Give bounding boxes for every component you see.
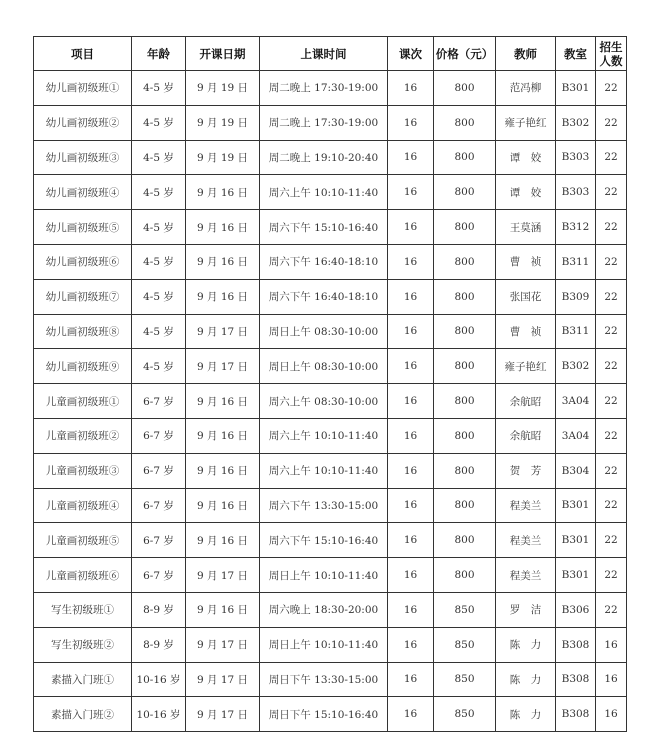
- enrollment-cell: 22: [596, 175, 627, 210]
- sessions-cell: 16: [388, 558, 434, 593]
- price-cell: 850: [434, 627, 496, 662]
- classroom-cell: B304: [556, 453, 596, 488]
- class-time-cell: 周六下午 15:10-16:40: [260, 210, 388, 245]
- classroom-cell: B312: [556, 210, 596, 245]
- price-cell: 850: [434, 697, 496, 732]
- price-cell: 800: [434, 105, 496, 140]
- class-time-cell: 周日下午 13:30-15:00: [260, 662, 388, 697]
- age-cell: 6-7 岁: [132, 488, 186, 523]
- price-cell: 800: [434, 488, 496, 523]
- sessions-cell: 16: [388, 140, 434, 175]
- classroom-cell: B302: [556, 349, 596, 384]
- age-cell: 4-5 岁: [132, 71, 186, 106]
- sessions-cell: 16: [388, 349, 434, 384]
- sessions-cell: 16: [388, 105, 434, 140]
- header-enrollment: 招生人数: [596, 37, 627, 71]
- class-time-cell: 周六晚上 18:30-20:00: [260, 592, 388, 627]
- sessions-cell: 16: [388, 279, 434, 314]
- teacher-cell: 陈 力: [496, 627, 556, 662]
- enrollment-cell: 22: [596, 244, 627, 279]
- start-date-cell: 9 月 16 日: [186, 418, 260, 453]
- start-date-cell: 9 月 17 日: [186, 697, 260, 732]
- sessions-cell: 16: [388, 697, 434, 732]
- header-start-date: 开课日期: [186, 37, 260, 71]
- project-cell: 幼儿画初级班①: [34, 71, 132, 106]
- class-time-cell: 周二晚上 17:30-19:00: [260, 105, 388, 140]
- age-cell: 4-5 岁: [132, 175, 186, 210]
- enrollment-cell: 22: [596, 314, 627, 349]
- header-project: 项目: [34, 37, 132, 71]
- project-cell: 儿童画初级班④: [34, 488, 132, 523]
- start-date-cell: 9 月 16 日: [186, 488, 260, 523]
- project-cell: 幼儿画初级班⑨: [34, 349, 132, 384]
- enrollment-cell: 22: [596, 592, 627, 627]
- sessions-cell: 16: [388, 244, 434, 279]
- class-time-cell: 周六上午 10:10-11:40: [260, 453, 388, 488]
- enrollment-cell: 16: [596, 697, 627, 732]
- project-cell: 儿童画初级班①: [34, 384, 132, 419]
- table-row: [34, 627, 627, 662]
- age-cell: 10-16 岁: [132, 697, 186, 732]
- classroom-cell: B311: [556, 244, 596, 279]
- start-date-cell: 9 月 16 日: [186, 244, 260, 279]
- teacher-cell: 谭 姣: [496, 140, 556, 175]
- start-date-cell: 9 月 17 日: [186, 314, 260, 349]
- price-cell: 800: [434, 279, 496, 314]
- classroom-cell: B301: [556, 523, 596, 558]
- enrollment-cell: 22: [596, 384, 627, 419]
- table-row: [34, 71, 627, 106]
- classroom-cell: B303: [556, 175, 596, 210]
- enrollment-cell: 22: [596, 558, 627, 593]
- enrollment-cell: 16: [596, 627, 627, 662]
- age-cell: 4-5 岁: [132, 210, 186, 245]
- project-cell: 写生初级班②: [34, 627, 132, 662]
- table-row: [34, 662, 627, 697]
- age-cell: 6-7 岁: [132, 384, 186, 419]
- header-class-time: 上课时间: [260, 37, 388, 71]
- sessions-cell: 16: [388, 488, 434, 523]
- header-sessions: 课次: [388, 37, 434, 71]
- teacher-cell: 曹 祯: [496, 244, 556, 279]
- sessions-cell: 16: [388, 592, 434, 627]
- table-row: [34, 140, 627, 175]
- enrollment-cell: 22: [596, 140, 627, 175]
- start-date-cell: 9 月 16 日: [186, 523, 260, 558]
- enrollment-cell: 22: [596, 105, 627, 140]
- sessions-cell: 16: [388, 662, 434, 697]
- teacher-cell: 余航昭: [496, 384, 556, 419]
- price-cell: 800: [434, 140, 496, 175]
- classroom-cell: B301: [556, 71, 596, 106]
- classroom-cell: 3A04: [556, 418, 596, 453]
- start-date-cell: 9 月 16 日: [186, 279, 260, 314]
- start-date-cell: 9 月 16 日: [186, 175, 260, 210]
- teacher-cell: 谭 姣: [496, 175, 556, 210]
- class-time-cell: 周六下午 13:30-15:00: [260, 488, 388, 523]
- price-cell: 800: [434, 175, 496, 210]
- teacher-cell: 程美兰: [496, 558, 556, 593]
- teacher-cell: 雍子艳红: [496, 105, 556, 140]
- teacher-cell: 余航昭: [496, 418, 556, 453]
- start-date-cell: 9 月 17 日: [186, 558, 260, 593]
- age-cell: 6-7 岁: [132, 453, 186, 488]
- table-row: [34, 697, 627, 732]
- start-date-cell: 9 月 16 日: [186, 210, 260, 245]
- project-cell: 儿童画初级班②: [34, 418, 132, 453]
- age-cell: 10-16 岁: [132, 662, 186, 697]
- age-cell: 4-5 岁: [132, 349, 186, 384]
- header-row: [34, 37, 627, 71]
- enrollment-cell: 22: [596, 418, 627, 453]
- classroom-cell: B301: [556, 558, 596, 593]
- price-cell: 800: [434, 210, 496, 245]
- project-cell: 儿童画初级班⑤: [34, 523, 132, 558]
- teacher-cell: 曹 祯: [496, 314, 556, 349]
- class-time-cell: 周日上午 10:10-11:40: [260, 558, 388, 593]
- project-cell: 幼儿画初级班⑤: [34, 210, 132, 245]
- start-date-cell: 9 月 17 日: [186, 662, 260, 697]
- start-date-cell: 9 月 17 日: [186, 349, 260, 384]
- enrollment-cell: 16: [596, 662, 627, 697]
- class-time-cell: 周六下午 16:40-18:10: [260, 244, 388, 279]
- sessions-cell: 16: [388, 418, 434, 453]
- table-row: [34, 523, 627, 558]
- project-cell: 写生初级班①: [34, 592, 132, 627]
- class-time-cell: 周六上午 08:30-10:00: [260, 384, 388, 419]
- enrollment-cell: 22: [596, 349, 627, 384]
- classroom-cell: B306: [556, 592, 596, 627]
- teacher-cell: 罗 洁: [496, 592, 556, 627]
- price-cell: 800: [434, 384, 496, 419]
- sessions-cell: 16: [388, 523, 434, 558]
- price-cell: 800: [434, 244, 496, 279]
- class-time-cell: 周日上午 08:30-10:00: [260, 314, 388, 349]
- enrollment-cell: 22: [596, 453, 627, 488]
- table-row: [34, 175, 627, 210]
- start-date-cell: 9 月 19 日: [186, 140, 260, 175]
- header-age: 年龄: [132, 37, 186, 71]
- price-cell: 800: [434, 314, 496, 349]
- sessions-cell: 16: [388, 627, 434, 662]
- start-date-cell: 9 月 16 日: [186, 453, 260, 488]
- project-cell: 幼儿画初级班⑥: [34, 244, 132, 279]
- table-row: [34, 592, 627, 627]
- project-cell: 幼儿画初级班②: [34, 105, 132, 140]
- course-schedule-table: [33, 36, 627, 732]
- start-date-cell: 9 月 16 日: [186, 384, 260, 419]
- price-cell: 800: [434, 558, 496, 593]
- price-cell: 800: [434, 523, 496, 558]
- teacher-cell: 张国花: [496, 279, 556, 314]
- class-time-cell: 周六上午 10:10-11:40: [260, 175, 388, 210]
- table-row: [34, 453, 627, 488]
- classroom-cell: 3A04: [556, 384, 596, 419]
- classroom-cell: B303: [556, 140, 596, 175]
- price-cell: 800: [434, 453, 496, 488]
- price-cell: 800: [434, 349, 496, 384]
- age-cell: 4-5 岁: [132, 140, 186, 175]
- classroom-cell: B302: [556, 105, 596, 140]
- project-cell: 幼儿画初级班⑦: [34, 279, 132, 314]
- teacher-cell: 范冯柳: [496, 71, 556, 106]
- classroom-cell: B308: [556, 697, 596, 732]
- teacher-cell: 王莫涵: [496, 210, 556, 245]
- enrollment-cell: 22: [596, 71, 627, 106]
- teacher-cell: 程美兰: [496, 488, 556, 523]
- start-date-cell: 9 月 16 日: [186, 592, 260, 627]
- project-cell: 儿童画初级班⑥: [34, 558, 132, 593]
- class-time-cell: 周日下午 15:10-16:40: [260, 697, 388, 732]
- class-time-cell: 周二晚上 19:10-20:40: [260, 140, 388, 175]
- enrollment-cell: 22: [596, 488, 627, 523]
- age-cell: 4-5 岁: [132, 314, 186, 349]
- header-price: 价格（元）: [434, 37, 496, 71]
- header-teacher: 教师: [496, 37, 556, 71]
- class-time-cell: 周六下午 16:40-18:10: [260, 279, 388, 314]
- table-row: [34, 558, 627, 593]
- class-time-cell: 周六下午 15:10-16:40: [260, 523, 388, 558]
- table-row: [34, 488, 627, 523]
- project-cell: 幼儿画初级班④: [34, 175, 132, 210]
- sessions-cell: 16: [388, 175, 434, 210]
- project-cell: 儿童画初级班③: [34, 453, 132, 488]
- classroom-cell: B308: [556, 662, 596, 697]
- classroom-cell: B311: [556, 314, 596, 349]
- classroom-cell: B301: [556, 488, 596, 523]
- header-classroom: 教室: [556, 37, 596, 71]
- age-cell: 6-7 岁: [132, 418, 186, 453]
- table-row: [34, 105, 627, 140]
- age-cell: 4-5 岁: [132, 279, 186, 314]
- start-date-cell: 9 月 19 日: [186, 71, 260, 106]
- teacher-cell: 程美兰: [496, 523, 556, 558]
- table-row: [34, 384, 627, 419]
- age-cell: 4-5 岁: [132, 105, 186, 140]
- table-row: [34, 314, 627, 349]
- price-cell: 800: [434, 418, 496, 453]
- sessions-cell: 16: [388, 210, 434, 245]
- table-body: [34, 71, 627, 732]
- enrollment-cell: 22: [596, 279, 627, 314]
- sessions-cell: 16: [388, 71, 434, 106]
- class-time-cell: 周二晚上 17:30-19:00: [260, 71, 388, 106]
- age-cell: 6-7 岁: [132, 523, 186, 558]
- enrollment-cell: 22: [596, 210, 627, 245]
- project-cell: 素描入门班①: [34, 662, 132, 697]
- sessions-cell: 16: [388, 384, 434, 419]
- classroom-cell: B309: [556, 279, 596, 314]
- table-row: [34, 279, 627, 314]
- class-time-cell: 周日上午 10:10-11:40: [260, 627, 388, 662]
- class-time-cell: 周日上午 08:30-10:00: [260, 349, 388, 384]
- table-row: [34, 418, 627, 453]
- teacher-cell: 陈 力: [496, 662, 556, 697]
- table-row: [34, 349, 627, 384]
- teacher-cell: 雍子艳红: [496, 349, 556, 384]
- age-cell: 4-5 岁: [132, 244, 186, 279]
- age-cell: 8-9 岁: [132, 592, 186, 627]
- age-cell: 6-7 岁: [132, 558, 186, 593]
- sessions-cell: 16: [388, 314, 434, 349]
- price-cell: 850: [434, 662, 496, 697]
- start-date-cell: 9 月 17 日: [186, 627, 260, 662]
- start-date-cell: 9 月 19 日: [186, 105, 260, 140]
- price-cell: 800: [434, 71, 496, 106]
- project-cell: 素描入门班②: [34, 697, 132, 732]
- age-cell: 8-9 岁: [132, 627, 186, 662]
- sessions-cell: 16: [388, 453, 434, 488]
- table-row: [34, 210, 627, 245]
- enrollment-cell: 22: [596, 523, 627, 558]
- class-time-cell: 周六上午 10:10-11:40: [260, 418, 388, 453]
- teacher-cell: 贺 芳: [496, 453, 556, 488]
- project-cell: 幼儿画初级班③: [34, 140, 132, 175]
- classroom-cell: B308: [556, 627, 596, 662]
- price-cell: 850: [434, 592, 496, 627]
- teacher-cell: 陈 力: [496, 697, 556, 732]
- project-cell: 幼儿画初级班⑧: [34, 314, 132, 349]
- table-row: [34, 244, 627, 279]
